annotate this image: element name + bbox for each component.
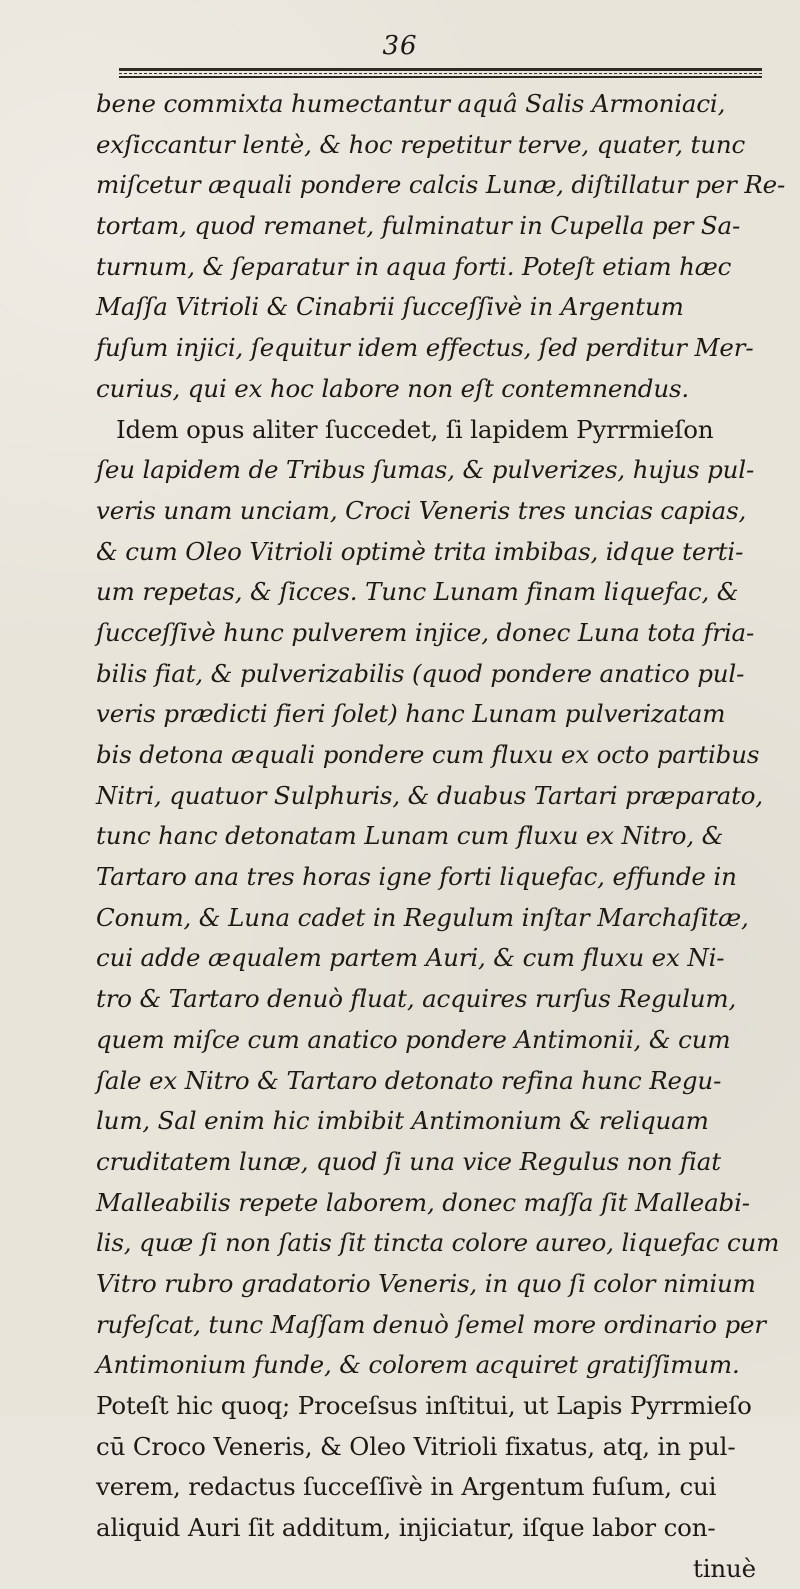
text-line: quem miſce cum anatico pondere Antimonii, & cum [96,1024,731,1054]
paragraph-start-line: Idem opus aliter ſuccedet, ſi lapidem Pyrrmieſon [116,414,714,444]
text-line: bilis fiat, & pulverizabilis (quod pondere anatico pul- [96,658,745,688]
text-line: ſucceſſivè hunc pulverem injice, donec Luna tota fria- [96,617,755,647]
text-line: tortam, quod remanet, fulminatur in Cupella per Sa- [96,211,741,241]
text-line: Vitro rubro gradatorio Veneris, in quo ſi color nimium [96,1268,756,1298]
text-line: turnum, & ſeparatur in aqua forti. Poteſt etiam hæc [96,251,732,281]
decorative-rule [119,68,762,78]
text-line: Conum, & Luna cadet in Regulum inſtar Marchaſitæ, [96,902,749,932]
text-line: Antimonium funde, & colorem acquiret gratiſſimum. [96,1350,740,1380]
text-line: tro & Tartaro denuò fluat, acquires rurſus Regulum, [96,984,737,1014]
text-line: exſiccantur lentè, & hoc repetitur terve, quater, tunc [96,129,746,159]
text-line: aliquid Auri ſit additum, injiciatur, iſque labor con- [96,1513,716,1543]
text-line: veris unam unciam, Croci Veneris tres uncias capias, [96,495,747,525]
text-line: cui adde æqualem partem Auri, & cum fluxu ex Ni- [96,943,725,973]
text-line: ſeu lapidem de Tribus ſumas, & pulverizes, hujus pul- [96,455,755,485]
text-line: Nitri, quatuor Sulphuris, & duabus Tartari præparato, [96,780,764,810]
text-line: ſale ex Nitro & Tartaro detonato refina hunc Regu- [96,1065,722,1095]
text-line: Tartaro ana tres horas igne forti liquefac, effunde in [96,862,737,892]
text-line: Malleabilis repete laborem, donec maſſa ſit Malleabi- [96,1187,750,1217]
page-number: 36 [382,31,418,61]
text-line: & cum Oleo Vitrioli optimè trita imbibas, idque terti- [96,536,744,566]
text-line: verem, redactus ſucceſſivè in Argentum fuſum, cui [96,1472,717,1502]
text-line: Maſſa Vitrioli & Cinabrii ſucceſſivè in Argentum [96,292,684,322]
text-line: cū Croco Veneris, & Oleo Vitrioli fixatus, atq, in pul- [96,1431,736,1461]
text-line: curius, qui ex hoc labore non eſt contemnendus. [96,373,690,403]
text-line: tunc hanc detonatam Lunam cum fluxu ex Nitro, & [96,821,724,851]
text-line: lum, Sal enim hic imbibit Antimonium & reliquam [96,1106,709,1136]
text-line: fuſum injici, ſequitur idem effectus, ſed perditur Mer- [96,333,754,363]
text-line: um repetas, & ſicces. Tunc Lunam finam liquefac, & [96,577,739,607]
text-line: Poteſt hic quoq; Proceſsus inſtitui, ut Lapis Pyrrmieſo [96,1391,752,1420]
catchword: tinuè [693,1553,756,1583]
text-line: lis, quæ ſi non ſatis ſit tincta colore aureo, liquefac cum [96,1228,780,1258]
text-line: bis detona æquali pondere cum fluxu ex octo partibus [96,740,760,769]
page-body [96,84,786,1589]
text-line: rufeſcat, tunc Maſſam denuò ſemel more ordinario per [96,1309,766,1339]
text-line: veris prædicti fieri ſolet) hanc Lunam pulverizatam [96,699,726,729]
text-line: bene commixta humectantur aquâ Salis Armoniaci, [96,89,726,118]
text-line: miſcetur æquali pondere calcis Lunæ, diſtillatur per Re- [96,170,786,200]
text-line: cruditatem lunæ, quod ſi una vice Regulus non fiat [96,1146,721,1176]
